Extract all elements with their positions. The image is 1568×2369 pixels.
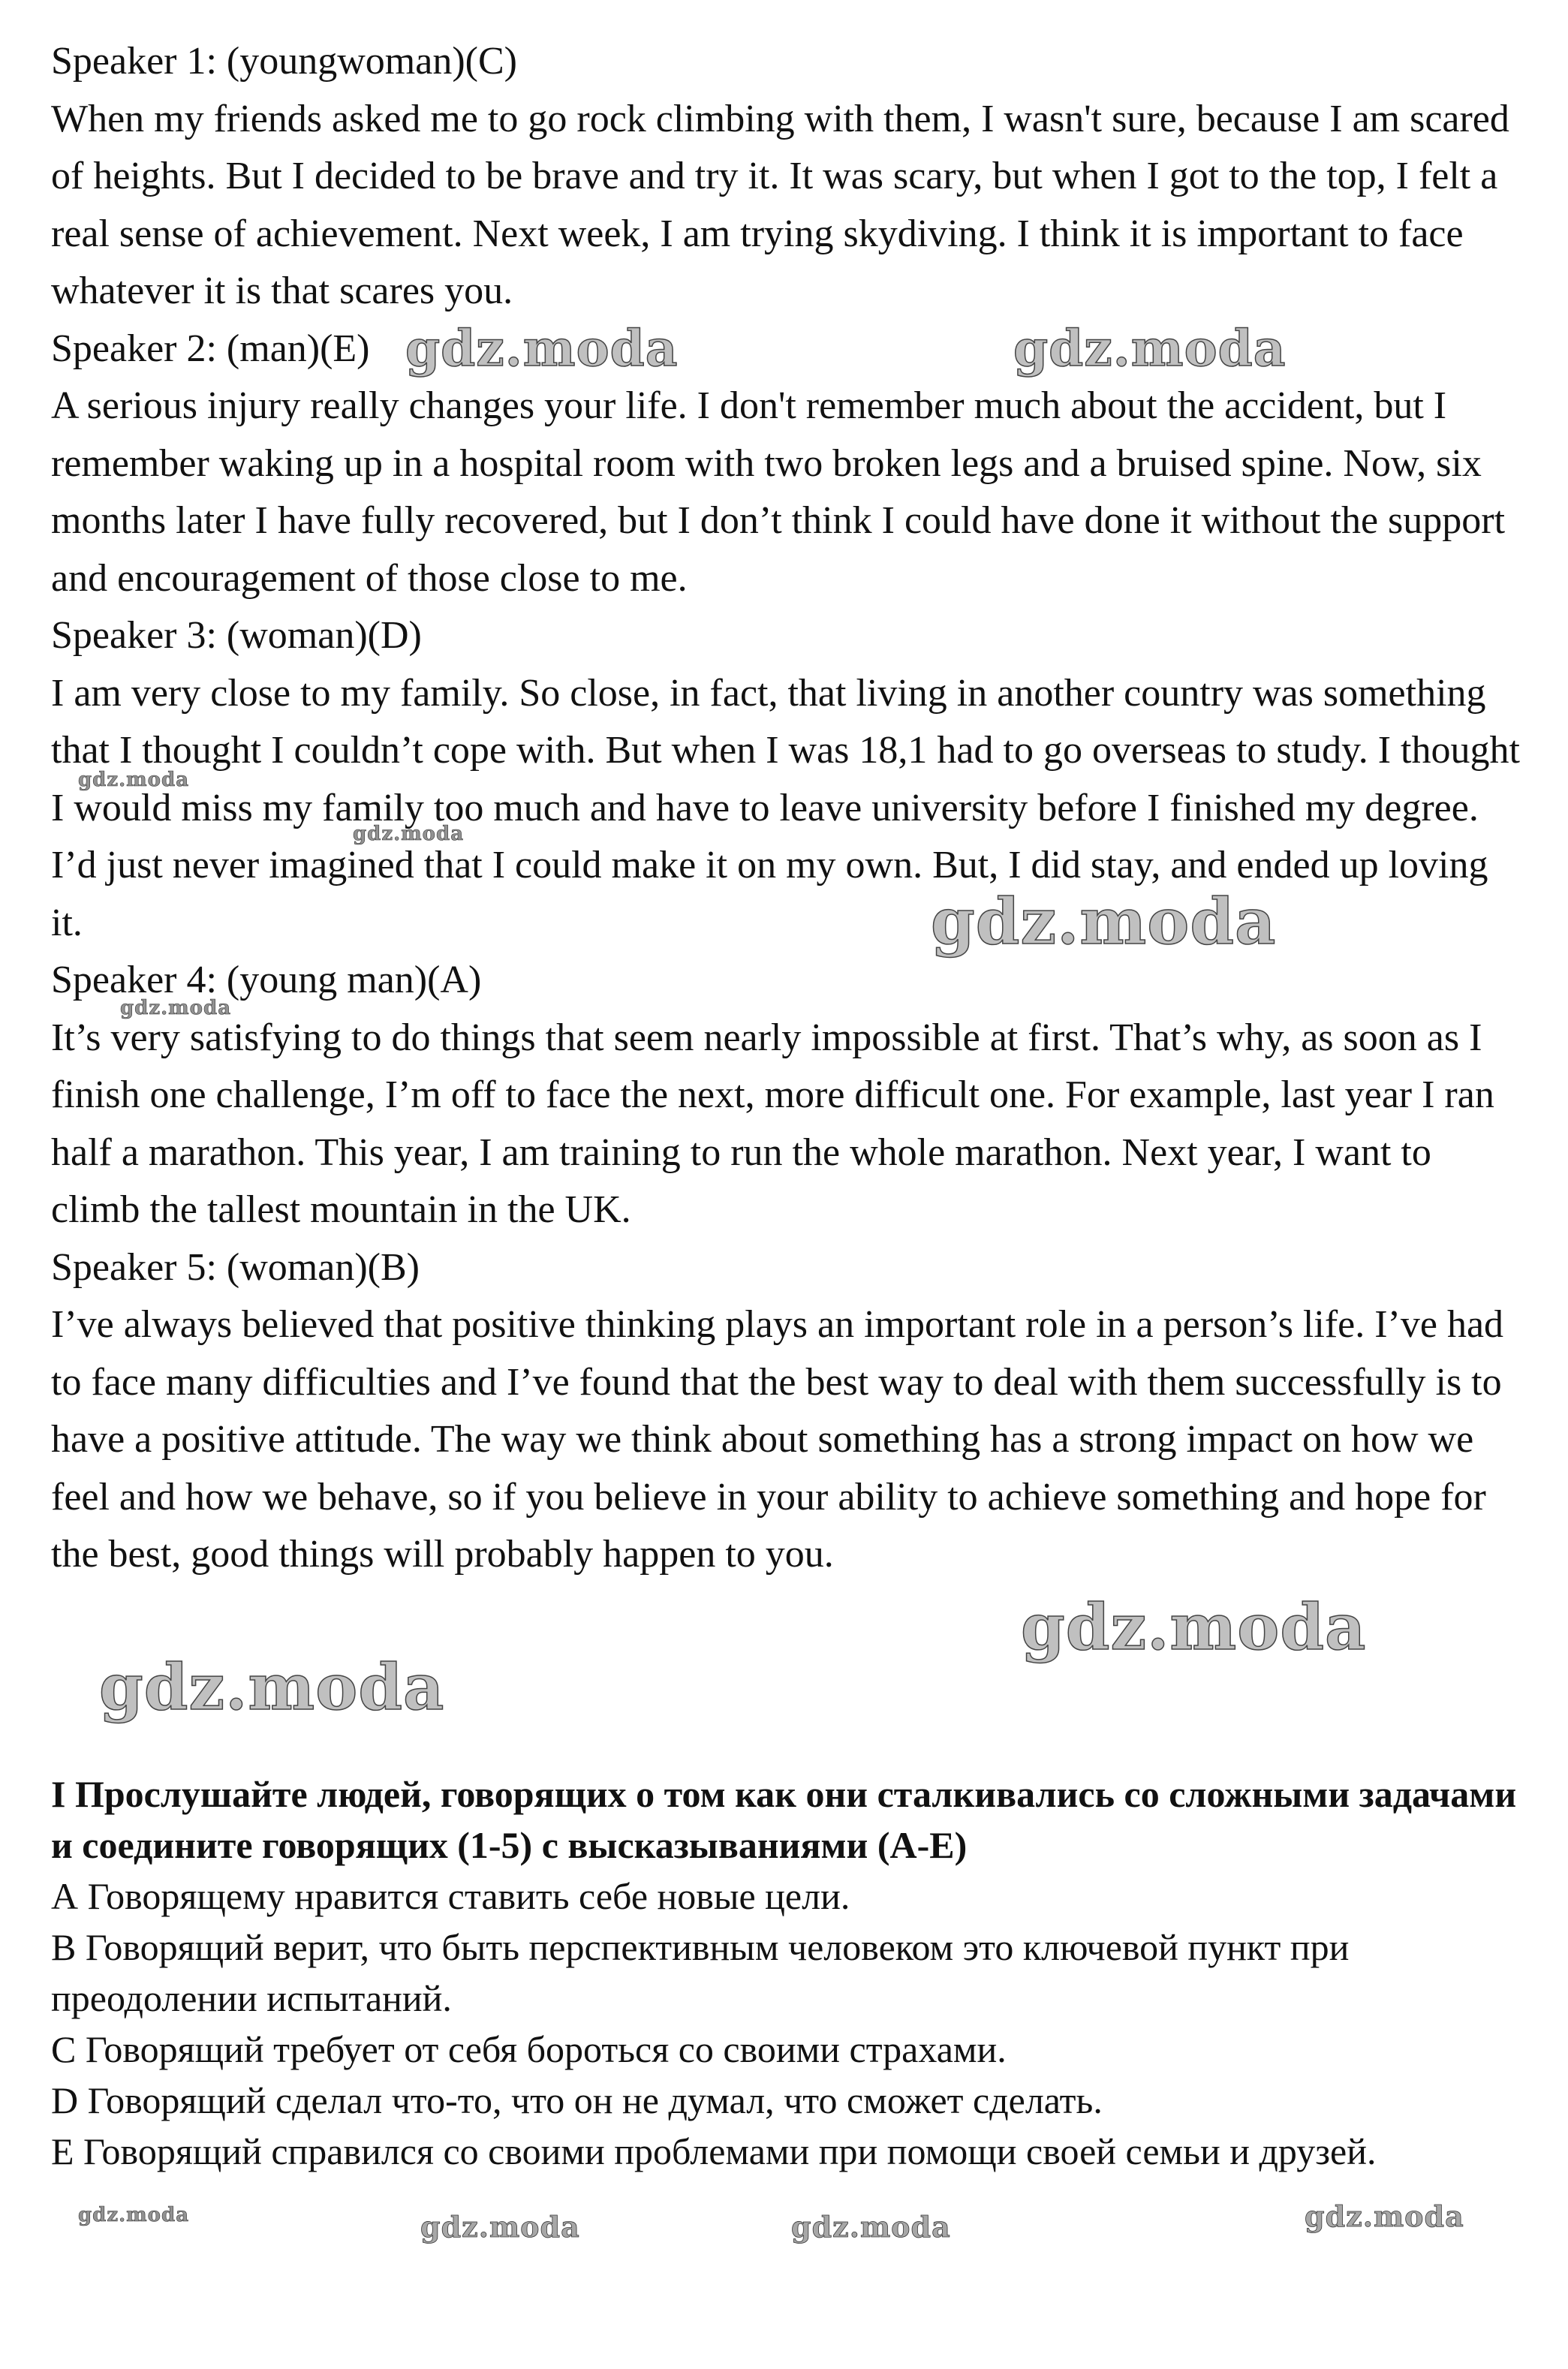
speaker-block-3 <box>51 607 1522 952</box>
watermark: gdz.moda <box>405 319 679 378</box>
watermark: gdz.moda <box>791 2210 951 2244</box>
watermark: gdz.moda <box>420 2210 580 2244</box>
statement-c: С Говорящий требует от себя бороться со своими страхами. <box>51 2028 1007 2070</box>
speaker-text: It’s very satisfying to do things that seem nearly impossible at first. That’s why, as soon as I finish one challenge, I’m off to face the next, more difficult one. For example, last year I ran half a marathon. This year, I am training to run the whole marathon. Next year, I want to climb the tallest mountain in the UK. <box>51 1016 1494 1231</box>
speaker-header: Speaker 5: (woman)(B) <box>51 1245 420 1289</box>
task-title: I Прослушайте людей, говорящих о том как они сталкивались со сложными задачами и соедините говорящих (1-5) с высказываниями (А-Е) <box>51 1773 1517 1866</box>
watermark: gdz.moda <box>78 2204 190 2226</box>
watermark: gdz.moda <box>120 997 232 1019</box>
speaker-block-1 <box>51 33 1522 321</box>
speaker-block-5 <box>51 1239 1522 1584</box>
speaker-block-2 <box>51 321 1522 608</box>
watermark: gdz.moda <box>931 884 1277 959</box>
statement-a: А Говорящему нравится ставить себе новые цели. <box>51 1875 850 1917</box>
task-section <box>51 1768 1522 2177</box>
speaker-block-4 <box>51 952 1522 1239</box>
speaker-text: When my friends asked me to go rock climbing with them, I wasn't sure, because I am scared of heights. But I decided to be brave and try it. It was scary, but when I got to the top, I felt a real sense of achievement. Next week, I am trying skydiving. I think it is important to face whatever it is that scares you. <box>51 97 1509 312</box>
speaker-header: Speaker 2: (man)(E) <box>51 327 370 370</box>
speaker-header: Speaker 3: (woman)(D) <box>51 614 422 657</box>
speaker-text: I’ve always believed that positive thinking plays an important role in a person’s life. I’ve had to face many difficulties and I’ve found that the best way to deal with them successfully is to have a positive attitude. The way we think about something has a strong impact on how we feel and how we behave, so if you believe in your ability to achieve something and hope for the best, good things will probably happen to you. <box>51 1303 1504 1576</box>
speaker-text: A serious injury really changes your life. I don't remember much about the accident, but I remember waking up in a hospital room with two broken legs and a bruised spine. Now, six months later I have fully recovered, but I don’t think I could have done it without the support and encouragement of those close to me. <box>51 384 1506 600</box>
statement-e: Е Говорящий справился со своими проблемами при помощи своей семьи и друзей. <box>51 2130 1377 2172</box>
statement-d: D Говорящий сделал что-то, что он не думал, что сможет сделать. <box>51 2079 1103 2121</box>
watermark: gdz.moda <box>78 769 190 791</box>
speaker-header: Speaker 4: (young man)(A) <box>51 959 482 1001</box>
watermark: gdz.moda <box>1021 1590 1367 1664</box>
speaker-text: I am very close to my family. So close, in fact, that living in another country was something that I thought I couldn’t cope with. But when I was 18,1 had to go overseas to study. I thought I would miss my family too much and have to leave university before I finished my degree. I’d just never imagined that I could make it on my own. But, I did stay, and ended up loving it. <box>51 671 1520 944</box>
watermark: gdz.moda <box>353 823 465 845</box>
transcript <box>51 33 1522 1584</box>
watermark: gdz.moda <box>99 1650 445 1724</box>
watermark: gdz.moda <box>1013 319 1287 378</box>
statement-b: В Говорящий верит, что быть перспективным человеком это ключевой пункт при преодолении испытаний. <box>51 1926 1350 2019</box>
watermark: gdz.moda <box>1305 2199 1464 2233</box>
speaker-header: Speaker 1: (youngwoman)(C) <box>51 40 517 83</box>
